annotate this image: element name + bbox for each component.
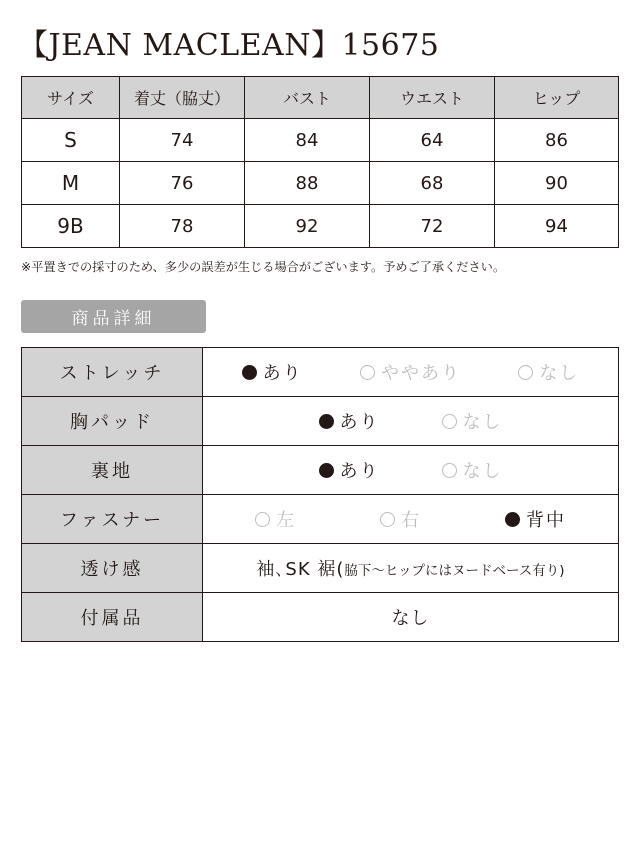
option-unselected: なし <box>442 457 503 483</box>
size-table-header-row <box>22 77 619 119</box>
detail-row-accessories <box>22 593 619 642</box>
open-circle-icon <box>442 414 457 429</box>
header-hip: ヒップ <box>495 77 619 119</box>
hip-cell: 94 <box>495 205 619 248</box>
detail-row-chest-pad <box>22 397 619 446</box>
table-row <box>22 205 619 248</box>
filled-circle-icon <box>242 365 257 380</box>
measurement-note: ※平置きでの採寸のため、多少の誤差が生じる場合がございます。予めご了承ください。 <box>21 260 506 274</box>
detail-row-lining <box>22 446 619 495</box>
detail-options <box>203 446 619 495</box>
detail-label: 付属品 <box>22 593 203 642</box>
option-unselected: なし <box>442 408 503 434</box>
detail-label: 透け感 <box>22 544 203 593</box>
size-cell: M <box>22 162 120 205</box>
detail-options <box>203 397 619 446</box>
detail-row-sheerness <box>22 544 619 593</box>
table-row <box>22 119 619 162</box>
option-unselected: 右 <box>380 506 421 532</box>
open-circle-icon <box>255 512 270 527</box>
length-cell: 76 <box>120 162 245 205</box>
accessories-value: なし <box>391 608 430 629</box>
option-unselected: 左 <box>255 506 296 532</box>
bust-cell: 88 <box>245 162 370 205</box>
detail-label: 裏地 <box>22 446 203 495</box>
page-title: 【JEAN MACLEAN】15675 <box>18 28 440 63</box>
detail-label: 胸パッド <box>22 397 203 446</box>
hip-cell: 86 <box>495 119 619 162</box>
filled-circle-icon <box>505 512 520 527</box>
detail-label: ストレッチ <box>22 348 203 397</box>
option-unselected: なし <box>518 359 579 385</box>
sheerness-value: 袖､SK 裾( <box>256 559 345 580</box>
header-length: 着丈（脇丈） <box>120 77 245 119</box>
detail-table <box>21 347 619 642</box>
open-circle-icon <box>360 365 375 380</box>
waist-cell: 72 <box>370 205 495 248</box>
waist-cell: 68 <box>370 162 495 205</box>
waist-cell: 64 <box>370 119 495 162</box>
detail-value <box>203 593 619 642</box>
detail-row-fastener <box>22 495 619 544</box>
header-size: サイズ <box>22 77 120 119</box>
filled-circle-icon <box>319 463 334 478</box>
section-label: 商品詳細 <box>21 300 206 333</box>
open-circle-icon <box>442 463 457 478</box>
header-bust: バスト <box>245 77 370 119</box>
size-cell: S <box>22 119 120 162</box>
open-circle-icon <box>380 512 395 527</box>
detail-label: ファスナー <box>22 495 203 544</box>
option-selected: 背中 <box>505 506 566 532</box>
option-selected: あり <box>242 359 303 385</box>
length-cell: 78 <box>120 205 245 248</box>
detail-options <box>203 495 619 544</box>
detail-row-stretch <box>22 348 619 397</box>
option-selected: あり <box>319 457 380 483</box>
size-cell: 9B <box>22 205 120 248</box>
header-waist: ウエスト <box>370 77 495 119</box>
option-selected: あり <box>319 408 380 434</box>
detail-value <box>203 544 619 593</box>
sheerness-note: 脇下〜ヒップにはヌードベース有り) <box>344 563 565 579</box>
open-circle-icon <box>518 365 533 380</box>
size-table <box>21 76 619 248</box>
hip-cell: 90 <box>495 162 619 205</box>
bust-cell: 92 <box>245 205 370 248</box>
filled-circle-icon <box>319 414 334 429</box>
option-unselected: ややあり <box>360 359 461 385</box>
detail-options <box>203 348 619 397</box>
bust-cell: 84 <box>245 119 370 162</box>
length-cell: 74 <box>120 119 245 162</box>
table-row <box>22 162 619 205</box>
